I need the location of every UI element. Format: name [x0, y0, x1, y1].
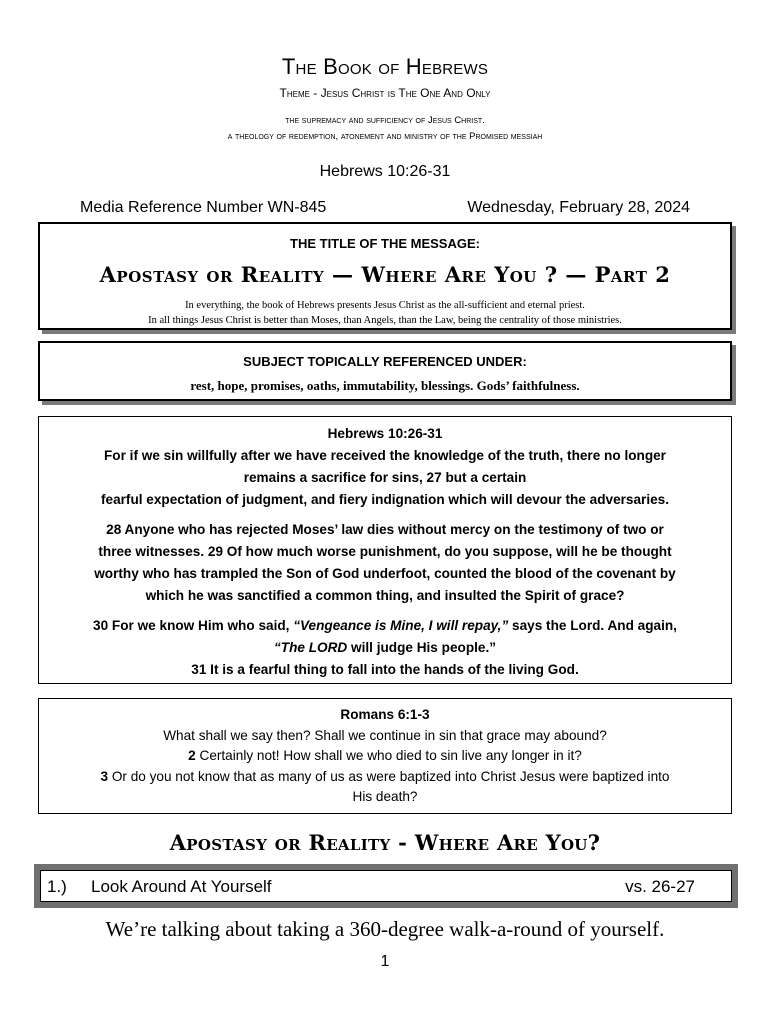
romans-passage-box	[38, 698, 732, 814]
message-title-box	[38, 222, 732, 330]
message-title: Apostasy or Reality — Where Are You ? — Part 2	[99, 262, 671, 287]
verse-line: fearful expectation of judgment, and fiery indignation which will devour the adversaries.	[100, 492, 670, 507]
verse-30-line-1	[47, 615, 723, 637]
verse-line: What shall we say then? Shall we continue in sin that grace may abound?	[163, 727, 607, 743]
verse-number: 2	[188, 748, 196, 763]
point-bar	[34, 864, 738, 908]
hebrews-reference: Hebrews 10:26-31	[327, 426, 443, 441]
title-desc-line-1: In everything, the book of Hebrews presents Jesus Christ as the all-sufficient and eternal priest.	[185, 300, 585, 311]
verse-quote: “Vengeance is Mine, I will repay,”	[293, 618, 509, 633]
media-row	[80, 199, 700, 217]
romans-reference: Romans 6:1-3	[340, 707, 430, 722]
point-inner	[40, 870, 732, 902]
point-text: Look Around At Yourself	[91, 877, 272, 896]
media-reference: Media Reference Number WN-845	[80, 199, 327, 216]
page-number: 1	[380, 953, 390, 970]
verse-line: 31 It is a fearful thing to fall into the hands of the living God.	[191, 662, 579, 677]
verse-30-line-2	[47, 637, 723, 659]
title-label: THE TITLE OF THE MESSAGE:	[290, 236, 480, 251]
main-heading: Apostasy or Reality - Where Are You?	[169, 830, 601, 855]
verse-text: says the Lord. And again,	[508, 618, 677, 633]
verse-text: Certainly not! How shall we who died to sin live any longer in it?	[195, 748, 582, 763]
document-title: The Book of Hebrews	[281, 54, 489, 79]
theology-line: a theology of redemption, atonement and ministry of the Promised messiah	[227, 131, 543, 142]
verse-text: will judge His people.”	[347, 640, 497, 655]
verse-3-line	[45, 767, 725, 788]
verse-number: 3	[100, 768, 109, 784]
title-desc-line-2: In all things Jesus Christ is better than Moses, than Angels, than the Law, being the centrality of those ministries.	[148, 315, 622, 326]
walk-around-text: We’re talking about taking a 360-degree walk-a-round of yourself.	[105, 917, 665, 941]
subject-label: SUBJECT TOPICALLY REFERENCED UNDER:	[243, 354, 527, 369]
hebrews-passage-box	[38, 416, 732, 684]
verse-line: For if we sin willfully after we have received the knowledge of the truth, there no longer	[104, 448, 666, 463]
scripture-reference: Hebrews 10:26-31	[319, 163, 451, 180]
point-verse-ref: vs. 26-27	[625, 877, 695, 896]
verse-text: Or do you not know that as many of us as were baptized into Christ Jesus were baptized into	[108, 768, 670, 784]
subject-topics: rest, hope, promises, oaths, immutability, blessings. Gods’ faithfulness.	[190, 378, 580, 393]
title-description	[40, 298, 730, 328]
verse-line: which he was sanctified a common thing, and insulted the Spirit of grace?	[145, 588, 625, 603]
verse-2-line	[45, 746, 725, 767]
verse-line: remains a sacrifice for sins, 27 but a certain	[243, 470, 527, 485]
verse-quote: “The LORD	[273, 640, 348, 655]
verse-line: worthy who has trampled the Son of God underfoot, counted the blood of the covenant by	[94, 566, 676, 581]
subject-box	[38, 341, 732, 401]
verse-line: 28 Anyone who has rejected Moses’ law dies without mercy on the testimony of two or	[106, 522, 664, 537]
theme-line: Theme - Jesus Christ is The One And Only	[279, 86, 491, 100]
message-date: Wednesday, February 28, 2024	[467, 199, 690, 216]
verse-line: three witnesses. 29 Of how much worse punishment, do you suppose, will he be thought	[98, 544, 672, 559]
supremacy-line: the supremacy and sufficiency of Jesus Christ.	[285, 115, 485, 126]
verse-line: His death?	[352, 789, 418, 804]
point-number: 1.)	[47, 877, 67, 896]
verse-text: 30 For we know Him who said,	[93, 618, 294, 633]
